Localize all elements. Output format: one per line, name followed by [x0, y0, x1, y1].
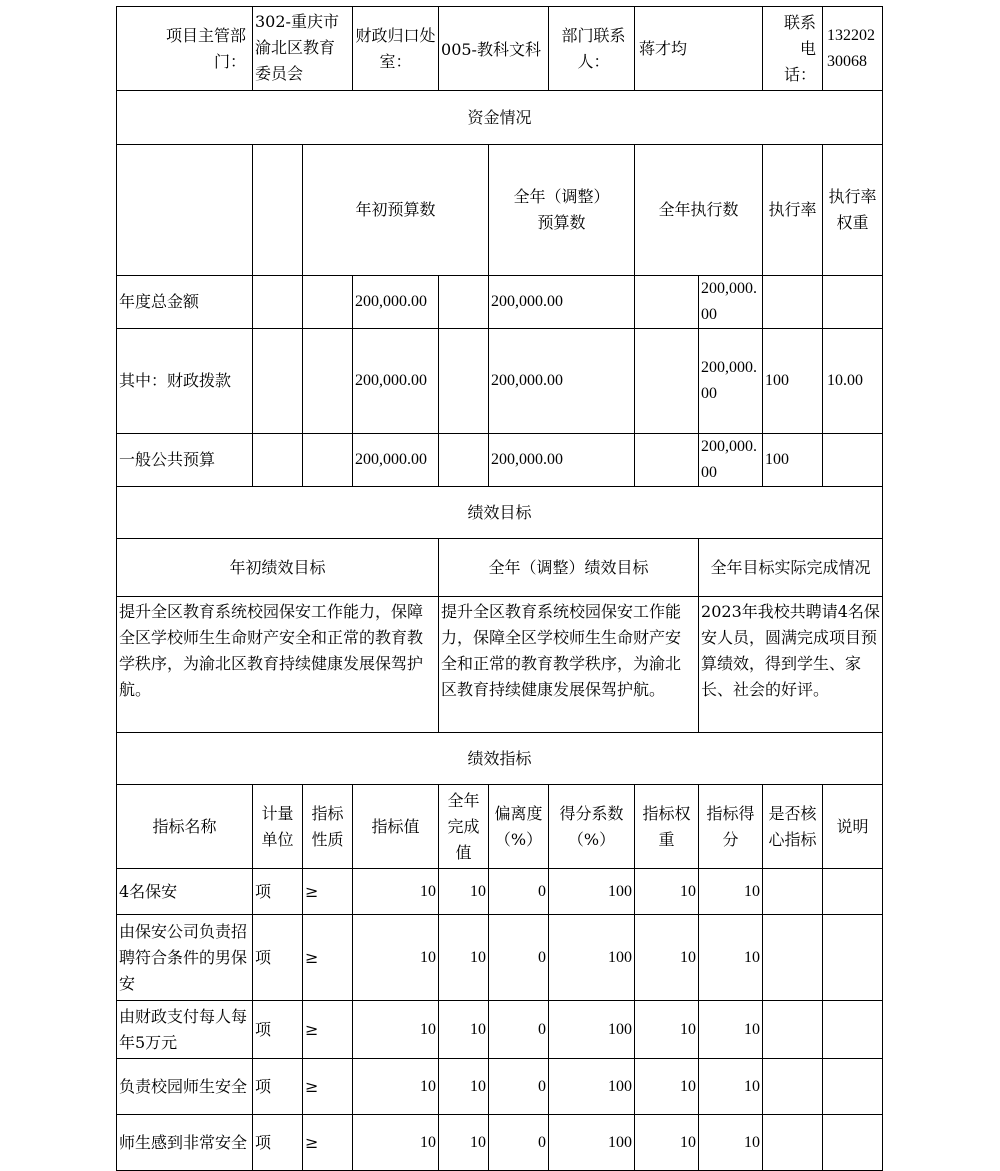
funds-row-name: 其中：财政拨款	[117, 329, 253, 434]
header-row	[117, 7, 883, 91]
indicator-target: 10	[353, 915, 439, 1001]
col-weight: 指标权重	[635, 785, 699, 869]
indicator-score: 10	[699, 1059, 763, 1115]
indicator-core	[763, 915, 823, 1001]
indicator-note	[823, 869, 883, 915]
funds-executed: 200,000.00	[699, 276, 763, 329]
funds-section-title: 资金情况	[117, 91, 883, 145]
col-initial-goal: 年初绩效目标	[117, 539, 439, 597]
indicator-coefficient: 100	[549, 1059, 635, 1115]
col-unit: 计量单位	[253, 785, 303, 869]
funds-header-empty	[253, 145, 303, 276]
indicator-name: 师生感到非常安全	[117, 1115, 253, 1171]
funds-cell-empty	[253, 434, 303, 487]
funds-cell-empty	[439, 276, 489, 329]
col-initial-budget: 年初预算数	[303, 145, 489, 276]
indicator-note	[823, 1059, 883, 1115]
indicator-weight: 10	[635, 869, 699, 915]
col-adjusted-goal: 全年（调整）绩效目标	[439, 539, 699, 597]
contact-value: 蒋才均	[635, 7, 763, 91]
goals-section-title: 绩效目标	[117, 487, 883, 539]
col-core: 是否核心指标	[763, 785, 823, 869]
indicator-target: 10	[353, 1001, 439, 1059]
funds-executed: 200,000.00	[699, 329, 763, 434]
indicator-score: 10	[699, 1001, 763, 1059]
funds-row	[117, 329, 883, 434]
funds-row-name: 年度总金额	[117, 276, 253, 329]
indicator-nature: ≥	[303, 1059, 353, 1115]
indicator-unit: 项	[253, 1115, 303, 1171]
funds-cell-empty	[439, 434, 489, 487]
indicator-core	[763, 1115, 823, 1171]
funds-cell-empty	[635, 329, 699, 434]
funds-row	[117, 276, 883, 329]
funds-adjusted: 200,000.00	[489, 329, 635, 434]
indicator-score: 10	[699, 915, 763, 1001]
col-score: 指标得分	[699, 785, 763, 869]
phone-value: 13220230068	[823, 7, 883, 91]
performance-report-sheet	[116, 6, 882, 1152]
indicator-actual: 10	[439, 1115, 489, 1171]
indicator-note	[823, 1115, 883, 1171]
indicator-core	[763, 869, 823, 915]
funds-rate: 100	[763, 434, 823, 487]
funds-cell-empty	[303, 329, 353, 434]
indicator-actual: 10	[439, 1001, 489, 1059]
indicator-weight: 10	[635, 1001, 699, 1059]
indicator-unit: 项	[253, 915, 303, 1001]
funds-header-row	[117, 145, 883, 276]
funds-adjusted: 200,000.00	[489, 276, 635, 329]
indicator-unit: 项	[253, 869, 303, 915]
col-actual: 全年完成值	[439, 785, 489, 869]
goals-content-row	[117, 597, 883, 733]
indicator-row	[117, 1059, 883, 1115]
indicator-coefficient: 100	[549, 1001, 635, 1059]
indicator-target: 10	[353, 1059, 439, 1115]
funds-weight: 10.00	[823, 329, 883, 434]
indicator-actual: 10	[439, 1059, 489, 1115]
contact-label: 部门联系人：	[549, 7, 635, 91]
indicator-score: 10	[699, 1115, 763, 1171]
indicator-weight: 10	[635, 915, 699, 1001]
funds-row-name: 一般公共预算	[117, 434, 253, 487]
indicator-actual: 10	[439, 869, 489, 915]
indicator-row	[117, 1001, 883, 1059]
indicator-target: 10	[353, 869, 439, 915]
funds-cell-empty	[253, 329, 303, 434]
indicators-header-row	[117, 785, 883, 869]
indicator-weight: 10	[635, 1059, 699, 1115]
col-executed: 全年执行数	[635, 145, 763, 276]
funds-cell-empty	[303, 434, 353, 487]
funds-cell-empty	[303, 276, 353, 329]
funds-cell-empty	[439, 329, 489, 434]
col-rate-weight: 执行率权重	[823, 145, 883, 276]
col-indicator-name: 指标名称	[117, 785, 253, 869]
funds-initial: 200,000.00	[353, 434, 439, 487]
actual-goal-text: 2023年我校共聘请4名保安人员，圆满完成项目预算绩效，得到学生、家长、社会的好评。	[699, 597, 883, 733]
indicator-note	[823, 1001, 883, 1059]
indicator-unit: 项	[253, 1001, 303, 1059]
performance-table	[116, 6, 883, 1171]
indicator-name: 负责校园师生安全	[117, 1059, 253, 1115]
phone-label: 联系电话：	[763, 7, 823, 91]
indicator-nature: ≥	[303, 1001, 353, 1059]
finance-value: 005-教科文科	[439, 7, 549, 91]
indicator-deviation: 0	[489, 915, 549, 1001]
indicator-deviation: 0	[489, 869, 549, 915]
indicator-unit: 项	[253, 1059, 303, 1115]
funds-cell-empty	[635, 434, 699, 487]
col-adjusted-budget: 全年（调整）预算数	[489, 145, 635, 276]
indicator-actual: 10	[439, 915, 489, 1001]
indicator-row	[117, 869, 883, 915]
indicator-core	[763, 1059, 823, 1115]
indicators-section-title: 绩效指标	[117, 733, 883, 785]
indicator-deviation: 0	[489, 1115, 549, 1171]
funds-weight	[823, 434, 883, 487]
indicator-target: 10	[353, 1115, 439, 1171]
indicator-nature: ≥	[303, 869, 353, 915]
col-note: 说明	[823, 785, 883, 869]
indicator-name: 4名保安	[117, 869, 253, 915]
indicator-weight: 10	[635, 1115, 699, 1171]
dept-value: 302-重庆市渝北区教育委员会	[253, 7, 353, 91]
funds-initial: 200,000.00	[353, 329, 439, 434]
col-nature: 指标性质	[303, 785, 353, 869]
funds-rate	[763, 276, 823, 329]
goals-header-row	[117, 539, 883, 597]
indicator-core	[763, 1001, 823, 1059]
funds-initial: 200,000.00	[353, 276, 439, 329]
col-exec-rate: 执行率	[763, 145, 823, 276]
initial-goal-text: 提升全区教育系统校园保安工作能力，保障全区学校师生生命财产安全和正常的教育教学秩序，为渝北区教育持续健康发展保驾护航。	[117, 597, 439, 733]
indicator-row	[117, 1115, 883, 1171]
col-actual-goal: 全年目标实际完成情况	[699, 539, 883, 597]
funds-weight	[823, 276, 883, 329]
indicator-score: 10	[699, 869, 763, 915]
finance-label: 财政归口处室：	[353, 7, 439, 91]
indicator-deviation: 0	[489, 1059, 549, 1115]
indicator-nature: ≥	[303, 915, 353, 1001]
col-coefficient: 得分系数（%）	[549, 785, 635, 869]
indicator-name: 由财政支付每人每年5万元	[117, 1001, 253, 1059]
indicator-deviation: 0	[489, 1001, 549, 1059]
funds-cell-empty	[635, 276, 699, 329]
funds-adjusted: 200,000.00	[489, 434, 635, 487]
adjusted-goal-text: 提升全区教育系统校园保安工作能力，保障全区学校师生生命财产安全和正常的教育教学秩序，为渝北区教育持续健康发展保驾护航。	[439, 597, 699, 733]
indicator-coefficient: 100	[549, 915, 635, 1001]
funds-executed: 200,000.00	[699, 434, 763, 487]
funds-cell-empty	[253, 276, 303, 329]
indicator-coefficient: 100	[549, 1115, 635, 1171]
indicator-coefficient: 100	[549, 869, 635, 915]
funds-row	[117, 434, 883, 487]
indicator-nature: ≥	[303, 1115, 353, 1171]
col-target: 指标值	[353, 785, 439, 869]
funds-rate: 100	[763, 329, 823, 434]
col-deviation: 偏离度（%）	[489, 785, 549, 869]
dept-label: 项目主管部门：	[117, 7, 253, 91]
indicator-note	[823, 915, 883, 1001]
funds-header-empty	[117, 145, 253, 276]
indicator-row	[117, 915, 883, 1001]
indicator-name: 由保安公司负责招聘符合条件的男保安	[117, 915, 253, 1001]
